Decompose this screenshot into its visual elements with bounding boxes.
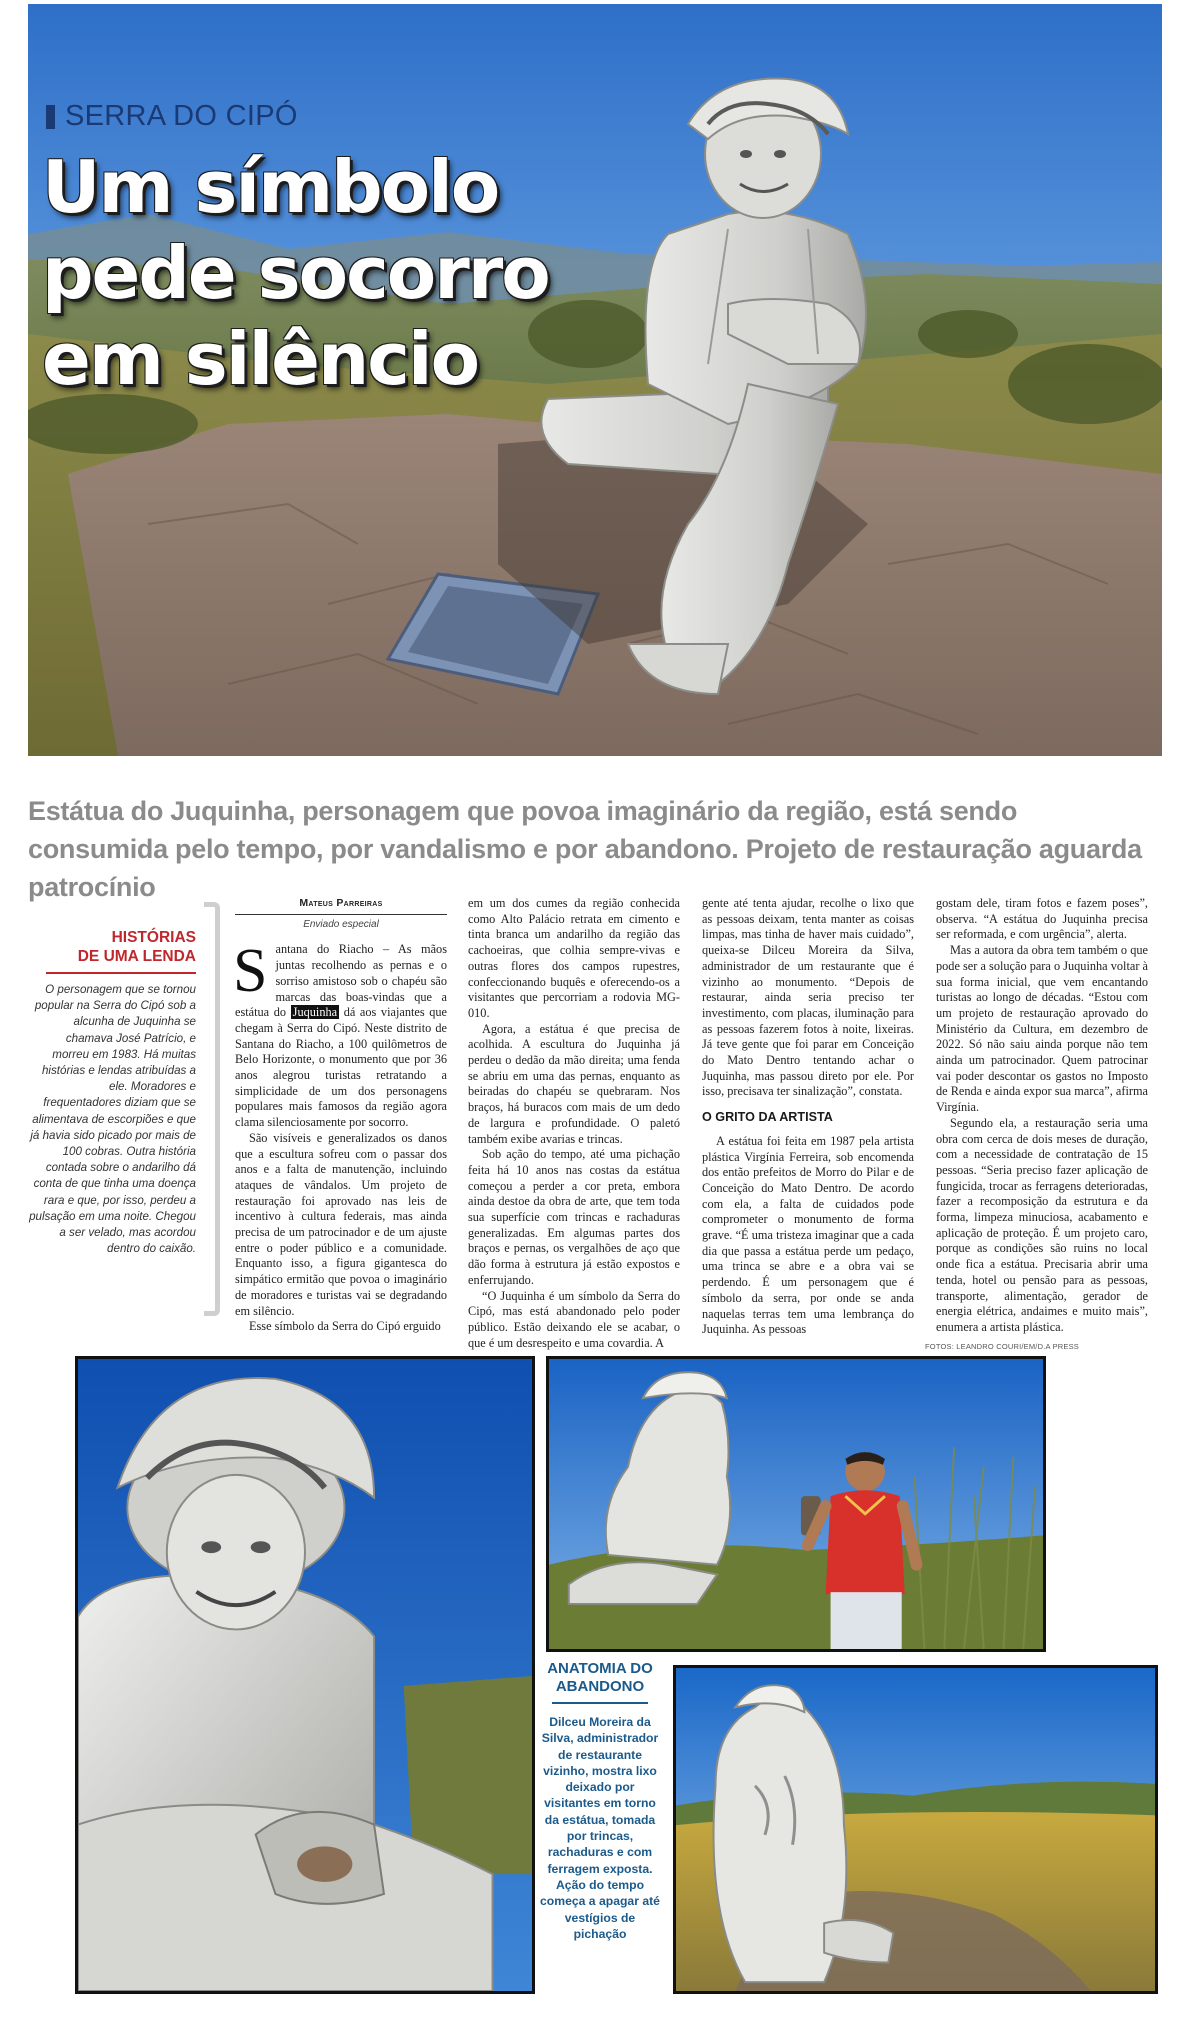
headline-line-2: pede socorro: [42, 231, 549, 315]
article-paragraph: A estátua foi feita em 1987 pela artista plástica Virgínia Ferreira, sob encomenda dos então prefeitos de Morro do Pilar e de Conceição do Mato Dentro. De acordo com ela, a falta de cuidados pode comprometer o monumento de forma grave. “É uma tristeza imaginar que a cada dia que passa a estátua perde um pedaço, uma trinca se abre e a obra vai se perdendo. É um personagem que é símbolo da serra, por onde se anda naquelas terras tem uma lembrança do Juquinha. As pessoas: [702, 1133, 914, 1337]
section-tag-marker: [46, 105, 55, 129]
article-column-3: [702, 896, 914, 1338]
article-paragraph: “O Juquinha é um símbolo da Serra do Cipó, mas está abandonado pelo poder público. Estão deixando ele se acabar, o que é um desrespeito e uma covardia. A: [468, 1288, 680, 1350]
highlighted-word: Juquinha: [292, 1005, 338, 1020]
sidebar-title-line-2: DE UMA LENDA: [77, 948, 196, 965]
deck-subtitle: Estátua do Juquinha, personagem que povoa imaginário da região, está sendo consumida pelo tempo, por vandalismo e por abandono. Projeto de restauração aguarda patrocínio: [28, 796, 1142, 902]
statue-closeup-image: [78, 1359, 532, 1991]
sidebar-text: O personagem que se tornou popular na Serra do Cipó sob a alcunha de Juquinha se chamava José Patrício, e morreu em 1983. Há muitas histórias e lendas atribuídas a ele. Moradores e frequentadores diziam que se alimentava de escorpiões e que já havia sido picado por mais de 100 cobras. Outra história contada sobre o andarilho dá conta de que tinha uma doença rara e que, por isso, perdeu a pulsação em uma noite. Chegou a ser velado, mas acordou dentro do caixão.: [29, 983, 196, 1256]
photo-credit: FOTOS: LEANDRO COURI/EM/D.A PRESS: [925, 1342, 1079, 1351]
caption-divider: [552, 1702, 648, 1704]
photo-caption: [540, 1660, 660, 1942]
article-paragraph: gente até tenta ajudar, recolhe o lixo que as pessoas deixam, tenta manter as coisas limpas, mas tinha de haver mais cuidado”, queixa-se Dilceu Moreira da Silva, administrador de um restaurante que é vizinho ao monumento. “Depois de restaurar, ainda seria preciso ter investimento, com placas, iluminação para as pessoas fazerem fotos à noite, lixeiras. Já teve gente que foi parar em Conceição do Mato Dentro tentando achar o Juquinha, mas passou direto por ele. Por isso, precisava ter sinalização”, constata.: [702, 896, 914, 1099]
article-paragraph: Segundo ela, a restauração seria uma obra com cerca de dois meses de duração, com a necessidade de contratação de 15 pessoas. “Seria preciso fazer aplicação de fungicida, trocar as ferragens deterioradas, fazer a recomposição da estrutura e da forma, limpeza minuciosa, acabamento e aplicação de proteção. É um projeto caro, porque as condições são ruins no local onde fica a estátua. Precisaria abrir uma tenda, hotel ou pensão para as pessoas, transporte, alimentação, gerador de energia elétrica, andaimes e muito mais”, enumera a artista plástica.: [936, 1115, 1148, 1334]
photo-statue-closeup: [75, 1356, 535, 1994]
article-paragraph-tail: dá aos viajantes que chegam à Serra do Cipó. Neste distrito de Santana do Riacho, a 100 quilômetros de Belo Horizonte, o monumento que por 36 anos alegrou turistas retratando a simplicidade de um dos personagens populares mais famosos da região agora clama silenciosamente por socorro.: [235, 1005, 447, 1130]
article-column-1: [235, 896, 447, 1335]
article-column-2: [468, 896, 680, 1351]
article-paragraph: [233, 937, 447, 1130]
drop-cap: S: [233, 937, 268, 1006]
statue-back-image: [676, 1668, 1155, 1991]
article-paragraph: São visíveis e generalizados os danos que a escultura sofreu com o passar dos anos e a falta de manutenção, incluindo ataques de vândalos. Um projeto de restauração foi aprovado nas leis de incentivo à cultura federais, mas ainda precisa de um patrocinador e de um ajuste entre o poder público e a comunidade. Enquanto isso, a figura gigantesca do simpático ermitão que povoa o imaginário de moradores e turistas vai se degradando em silêncio.: [235, 1130, 447, 1318]
article-column-4: [936, 896, 1148, 1336]
section-tag-label: SERRA DO CIPÓ: [65, 100, 298, 132]
article-paragraph: Mas a autora da obra tem também o que pode ser a solução para o Juquinha voltar à sua forma inicial, que vem encantando turistas ao longo de décadas. “Estou com um projeto de restauração aprovado do Ministério da Cultura, em dezembro de 2022. Só não saiu ainda porque não tem ainda um patrocinador. Quem patrocinar vai poder descontar os gastos no Imposto de Renda e ainda expor sua marca”, afirma Virgínia.: [936, 943, 1148, 1115]
sidebar-bracket: [204, 902, 220, 1316]
sidebar-title-line-1: HISTÓRIAS: [111, 929, 196, 946]
sidebar-box: [28, 902, 210, 1320]
article-paragraph-lead: antana do Riacho – As mãos juntas recolhendo as pernas e o sorriso amistoso sob o chapéu são marcas das boas-vindas que a estátua do: [235, 942, 447, 1020]
photo-statue-back: [673, 1665, 1158, 1994]
article-paragraph: gostam dele, tiram fotos e fazem poses”, observa. “A estátua do Juquinha precisa ser reformada, e com urgência”, alerta.: [936, 896, 1148, 942]
article-paragraph: Sob ação do tempo, até uma pichação feita há 10 anos nas costas da estátua começou a perder a cor preta, embora ainda destoe da obra de arte, que tem toda sua superfície com trincas e rachaduras generalizadas. Em algumas partes dos braços e pernas, os vergalhões de aço que dão forma à estrutura já estão expostos e enferrujando.: [468, 1147, 680, 1287]
photo-administrator: [546, 1356, 1046, 1652]
caption-title-line-2: ABANDONO: [555, 1678, 645, 1695]
section-tag: [46, 100, 298, 133]
author-role: Enviado especial: [303, 918, 379, 930]
hero-photo: [28, 4, 1162, 756]
headline-line-3: em silêncio: [42, 317, 479, 401]
sidebar-title: [28, 928, 210, 966]
caption-title-line-1: ANATOMIA DO: [547, 1660, 653, 1677]
article-paragraph: Agora, a estátua é que precisa de acolhida. A escultura do Juquinha já perdeu o dedão da mão direita; uma fenda se abriu em uma das pernas, enquanto as beiradas do chapéu se quebraram. Nos braços, há buracos com mais de um dedo de largura e profundidade. O paletó também exibe avarias e trincas.: [468, 1021, 680, 1146]
headline: [42, 144, 602, 402]
author-byline: Mateus Parreiras: [235, 896, 447, 915]
article-paragraph: em um dos cumes da região conhecida como Alto Palácio retrata em cimento e tinta branca um andarilho da região das cachoeiras, que colhia sempre-vivas e outras flores dos campos rupestres, confeccionando buquês e oferecendo-os a visitantes que percorriam a rodovia MG-010.: [468, 896, 680, 1020]
sidebar-divider: [46, 972, 196, 974]
article-paragraph: Esse símbolo da Serra do Cipó erguido: [249, 1319, 441, 1334]
caption-title: [540, 1660, 660, 1696]
article-subhead: O GRITO DA ARTISTA: [702, 1110, 833, 1125]
headline-line-1: Um símbolo: [42, 145, 499, 229]
caption-text: Dilceu Moreira da Silva, administrador de restaurante vizinho, mostra lixo deixado por visitantes em torno da estátua, tomada por trincas, rachaduras e com ferragem exposta. Ação do tempo começa a apagar até vestígios de pichação: [540, 1715, 660, 1941]
administrator-image: [549, 1359, 1043, 1649]
